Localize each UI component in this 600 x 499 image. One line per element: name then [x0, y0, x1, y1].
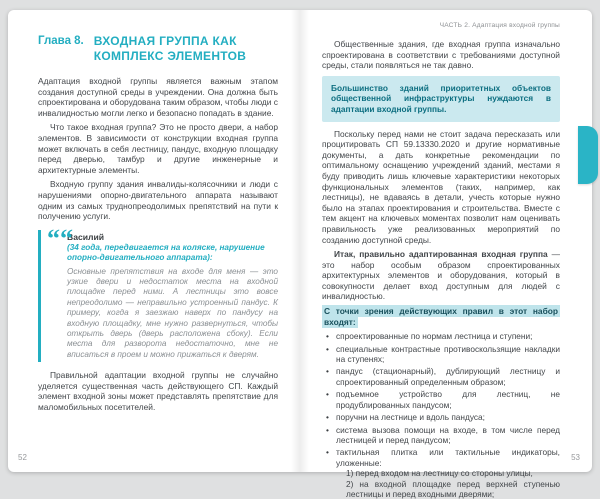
quote-author-details: (34 года, передвигается на коляске, нарушение опорно-двигательного аппарата): [67, 242, 265, 263]
chapter-number: Глава 8. [38, 35, 84, 47]
list-item [326, 366, 560, 387]
list-item-text: специальные контрастные противоскользящие накладки на ступенях; [336, 343, 560, 365]
list-item-text: спроектированные по нормам лестница и ступени; [336, 331, 533, 342]
list-item-text: подъемное устройство для лестниц, не продублированных пандусом; [336, 389, 560, 410]
paragraph: Адаптация входной группы является важным этапом создания доступной среды в учреждении. Она должна быть спроектирована и оборудована таким образом, чтобы люди с инвалидностью могли легко и безопасно попадать в здание. [38, 76, 278, 118]
paragraph: Общественные здания, где входная группа изначально спроектирована в соответствии с требованиями доступной среды, стали появляться не так давно. [322, 39, 560, 71]
callout-box: Большинство зданий приоритетных объектов общественной инфраструктуры нуждаются в адаптации входной группы. [322, 76, 560, 122]
list-subitem: 1) перед входом на лестницу со стороны улицы, [346, 468, 533, 479]
running-header: ЧАСТЬ 2. Адаптация входной группы [439, 22, 560, 29]
quote-author: Василий [67, 231, 105, 242]
quote-text: Основные препятствия на входе для меня — это узкие двери и недостаток места на входной площадке перед ними. А лестницы это вовсе непреодолимо — неправильно устроенный пандус. К примеру, когда я заезжаю наверх по пандусу на входную площадку, мне нужно развернуться, чтобы открыть дверь (дверь расположена сбоку). Если места для разворота недостаточно, мне не вписаться в проем и можно прижаться к дверям. [67, 266, 278, 359]
list-item [326, 331, 560, 341]
chapter-heading [38, 34, 278, 64]
list-item [326, 344, 560, 365]
list-subitem: 2) на входной площадке перед верхней ступенью лестницы и перед входными дверями; [346, 478, 560, 499]
list-intro-highlight: С точки зрения действующих правил в этот набор входят: [324, 306, 558, 327]
list-intro-line [322, 306, 560, 327]
list-item [326, 425, 560, 446]
list-item-text: пандус (стационарный), дублирующий лестницу и спроектированный определенным образом; [336, 366, 560, 387]
paragraph: Поскольку перед нами не стоит задача пересказать или процитировать СП 59.13330.2020 и другие нормативные документы, а дать конкретные рекомендации по оптимальному оснащению учреждений зданий, местами я буду приводить лишь ключевые характеристики некоторых функциональных элементов (таких, например, как лестницы), не вдаваясь в детали, учесть которые нужно было на этапах проектирования и строительства. Вместе с тем акцент на ключевых моментах позволит нам оценивать правильность уже реализованных мероприятий по созданию доступной среды. [322, 128, 560, 245]
list-item [326, 389, 560, 410]
list-item [326, 412, 560, 422]
page-number-left: 52 [18, 453, 27, 462]
requirements-list [322, 331, 560, 499]
open-book-pages [8, 10, 592, 499]
section-tab[interactable] [578, 126, 598, 184]
key-paragraph-rest: — это набор особым образом спроектированных архитектурных элементов и оборудования, который в совокупности делает вход доступным для людей с инвалидностью. [322, 249, 561, 302]
left-page [8, 10, 300, 472]
paragraph: Правильной адаптации входной группы не случайно уделяется существенная часть действующего СП. Каждый элемент входной зоны может представлять препятствие для маломобильных посетителей. [38, 370, 278, 412]
paragraph: Входную группу здания инвалиды-колясочники и люди с нарушениями опорно-двигательного аппарата называют одним из самых труднопреодолимых препятствий на пути к получению услуги. [38, 179, 278, 222]
paragraph [322, 249, 560, 302]
key-paragraph-lead: Итак, правильно адаптированная входная группа [334, 249, 548, 260]
list-item-text: тактильная плитка или тактильные индикаторы, уложенные: [336, 447, 560, 468]
right-page [300, 10, 592, 499]
chapter-title: ВХОДНАЯ ГРУППА КАК КОМПЛЕКС ЭЛЕМЕНТОВ [93, 34, 247, 63]
list-item-text: поручни на лестнице и вдоль пандуса; [336, 412, 485, 423]
paragraph: Что такое входная группа? Это не просто двери, а набор элементов. В зависимости от конструкции входная группа может включать в себя лестницу, пандус, входную площадку перед дверью, тамбур и другие инженерные и архитектурные элементы. [38, 122, 278, 175]
list-item [326, 447, 560, 499]
pull-quote [38, 223, 278, 362]
quote-icon: ““ [47, 223, 73, 253]
page-number-right: 53 [571, 453, 580, 462]
list-item-text: система вызова помощи на входе, в том числе перед лестницей и перед пандусом; [336, 424, 560, 445]
